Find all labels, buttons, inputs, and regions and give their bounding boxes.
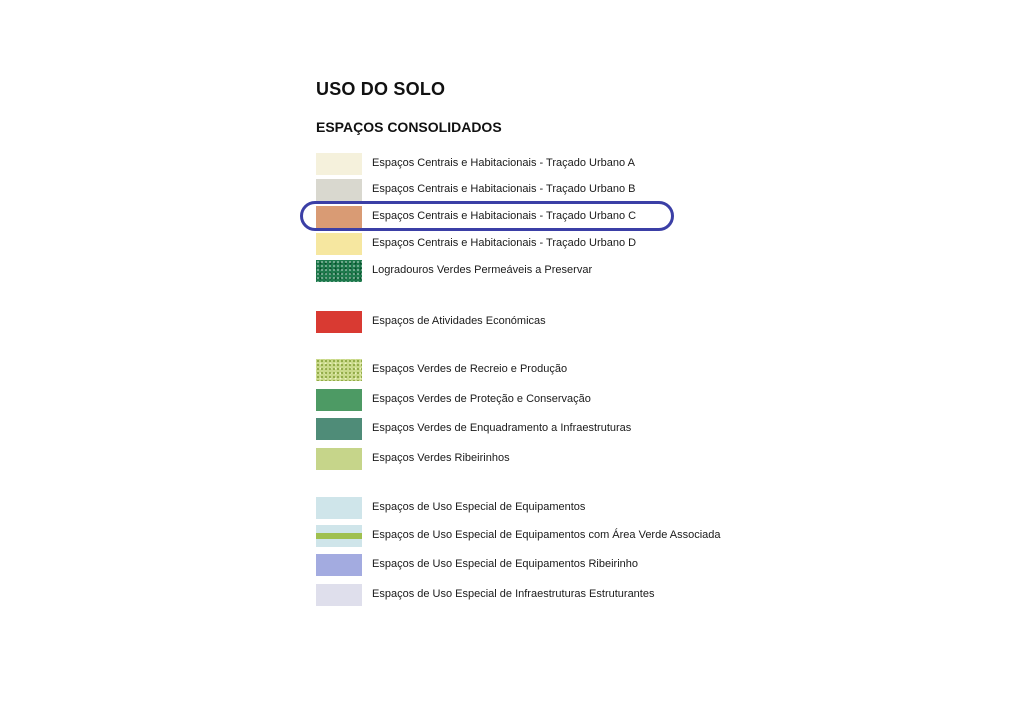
legend-label: Espaços Verdes de Recreio e Produção <box>372 363 568 375</box>
legend-label: Espaços Centrais e Habitacionais - Traçado Urbano A <box>372 157 635 169</box>
swatch-green-riverside <box>316 448 362 470</box>
land-use-legend <box>316 0 1016 720</box>
legend-label: Espaços Verdes Ribeirinhos <box>372 452 510 464</box>
legend-label: Espaços Centrais e Habitacionais - Traçado Urbano D <box>372 237 637 249</box>
legend-title: USO DO SOLO <box>316 79 446 99</box>
swatch-infrastructure <box>316 584 362 606</box>
swatch-green-courtyards <box>316 260 362 282</box>
swatch-urban-a <box>316 153 362 175</box>
legend-item-urban-b <box>316 179 1016 203</box>
legend-label: Espaços de Uso Especial de Equipamentos Ribeirinho <box>372 558 638 570</box>
swatch-green-recreation <box>316 359 362 381</box>
swatch-economic-activities <box>316 311 362 333</box>
legend-label: Espaços Verdes de Enquadramento a Infraestruturas <box>372 422 632 434</box>
legend-label: Espaços de Uso Especial de Infraestruturas Estruturantes <box>372 588 655 600</box>
legend-item-green-riverside <box>316 448 1016 472</box>
swatch-green-protection <box>316 389 362 411</box>
legend-item-equipment-riverside <box>316 554 1016 578</box>
legend-item-equipment-green <box>316 525 1016 549</box>
swatch-equipment-riverside <box>316 554 362 576</box>
legend-item-green-infrastructure <box>316 418 1016 442</box>
legend-label: Espaços de Atividades Económicas <box>372 315 546 327</box>
legend-item-economic-activities <box>316 311 1016 335</box>
legend-item-urban-d <box>316 233 1016 257</box>
legend-item-green-courtyards <box>316 260 1016 284</box>
swatch-equipment-green <box>316 525 362 547</box>
legend-subtitle: ESPAÇOS CONSOLIDADOS <box>316 119 502 135</box>
legend-item-infrastructure <box>316 584 1016 608</box>
legend-label: Espaços de Uso Especial de Equipamentos <box>372 501 586 513</box>
legend-label: Espaços de Uso Especial de Equipamentos com Área Verde Associada <box>372 529 721 541</box>
legend-label: Logradouros Verdes Permeáveis a Preservar <box>372 264 593 276</box>
legend-item-green-protection <box>316 389 1016 413</box>
swatch-urban-d <box>316 233 362 255</box>
swatch-urban-b <box>316 179 362 201</box>
swatch-green-infrastructure <box>316 418 362 440</box>
legend-label: Espaços Centrais e Habitacionais - Traçado Urbano C <box>372 210 637 222</box>
legend-label: Espaços Centrais e Habitacionais - Traçado Urbano B <box>372 183 636 195</box>
legend-item-equipment <box>316 497 1016 521</box>
legend-label: Espaços Verdes de Proteção e Conservação <box>372 393 591 405</box>
legend-item-green-recreation <box>316 359 1016 383</box>
swatch-equipment <box>316 497 362 519</box>
highlight-ellipse <box>300 201 674 231</box>
legend-item-urban-a <box>316 153 1016 177</box>
